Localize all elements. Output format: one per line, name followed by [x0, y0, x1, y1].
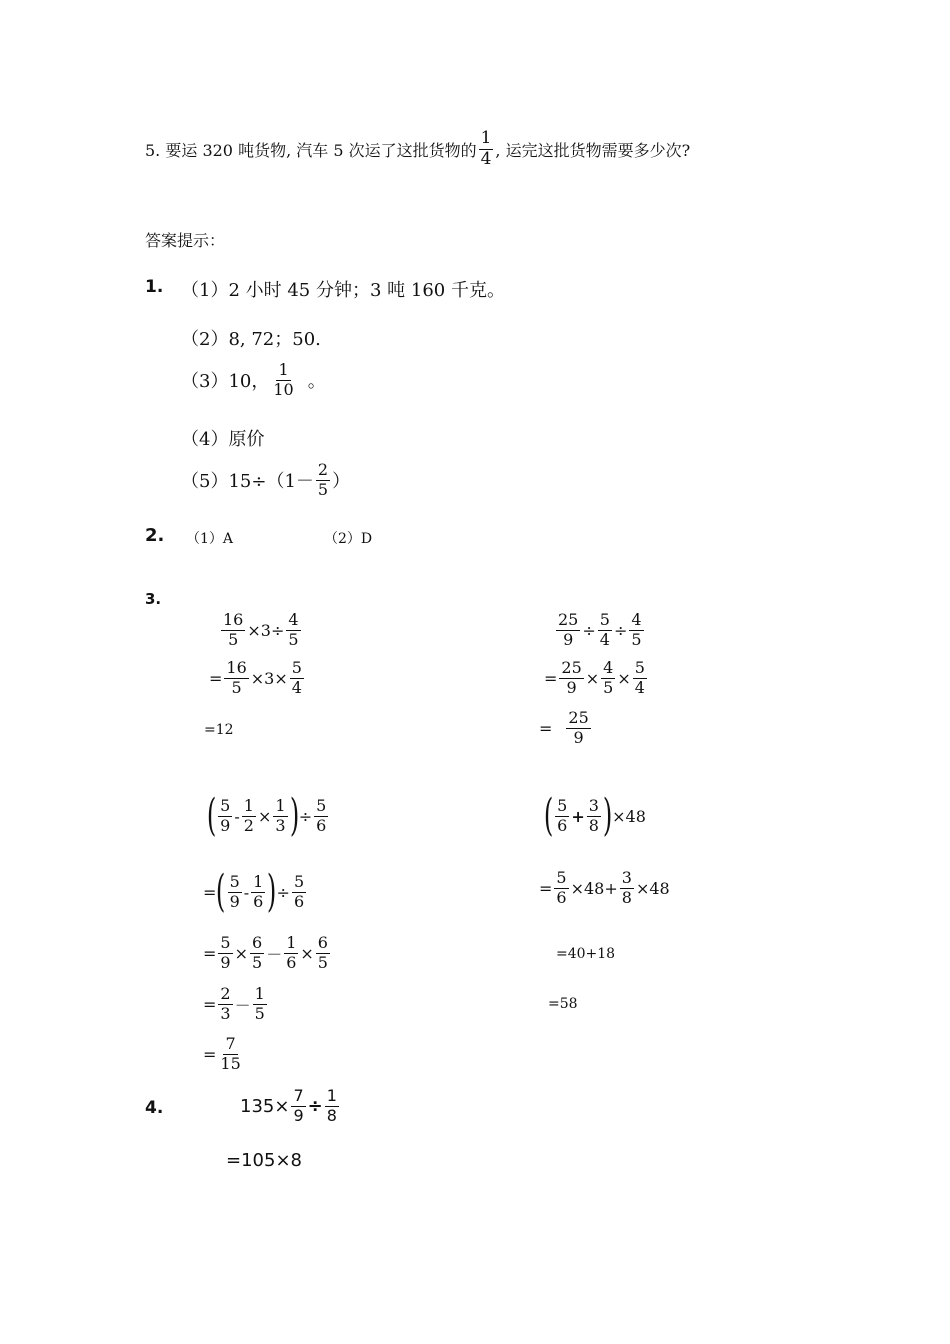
fraction: $\frac{1}{8}$	[326, 1086, 337, 1125]
fraction: $\frac{16}{5}$	[223, 610, 244, 649]
answer-1-2: （2）8, 72；50.	[181, 329, 321, 350]
section-1-number: 1.	[145, 277, 164, 297]
fraction: $\frac{5}{6}$	[316, 795, 327, 835]
fraction: $\frac{5}{9}$	[220, 795, 231, 835]
fraction: $\frac{2}{5}$	[317, 460, 329, 499]
section-2-number: 2.	[145, 525, 165, 546]
fraction: $\frac{5}{9}$	[229, 871, 240, 911]
calc-3-line-2: = ( $\frac{5}{9}$ - $\frac{1}{6}$ ) ÷ $\frac{5}{6}$	[203, 866, 305, 917]
fraction: $\frac{1}{2}$	[243, 795, 254, 835]
fraction: $\frac{5}{6}$	[557, 795, 568, 835]
calc-1-line-3: =12	[204, 722, 234, 738]
fraction: $\frac{1}{3}$	[275, 795, 286, 835]
answer-1-3: （3）10， $\frac{1}{10}$ 。	[181, 360, 326, 399]
fraction: $\frac{3}{8}$	[621, 868, 632, 907]
calc-1-line-1: $\frac{16}{5}$ ×3÷ $\frac{4}{5}$	[223, 610, 299, 649]
fraction: $\frac{1}{10}$	[273, 360, 294, 399]
fraction: $\frac{4}{5}$	[631, 610, 642, 649]
calc-2-line-1: $\frac{25}{9}$ ÷ $\frac{5}{4}$ ÷ $\frac{4}{5}$	[558, 610, 642, 649]
fraction: $\frac{1}{6}$	[253, 871, 264, 911]
problem-5	[145, 130, 690, 169]
problem-5-text-after: , 运完这批货物需要多少次?	[495, 140, 691, 160]
calc-3-line-5: = $\frac{7}{15}$	[203, 1034, 241, 1073]
left-paren: (	[216, 866, 226, 917]
fraction: $\frac{7}{9}$	[293, 1086, 304, 1125]
fraction: $\frac{5}{6}$	[556, 868, 567, 907]
left-paren: (	[543, 790, 554, 841]
section-4-number: 4.	[145, 1098, 164, 1118]
calc-4-line-1: ( $\frac{5}{6}$ + $\frac{3}{8}$ ) ×48	[543, 790, 646, 841]
calc-3-line-1: ( $\frac{5}{9}$ - $\frac{1}{2}$ × $\frac{1}{3}$ ) ÷ $\frac{5}{6}$	[206, 790, 327, 841]
calc-4-line-3: =40+18	[556, 946, 616, 962]
calc-4-line-2: = $\frac{5}{6}$ ×48+ $\frac{3}{8}$ ×48	[539, 868, 670, 907]
fraction: $\frac{4}{5}$	[288, 610, 299, 649]
fraction: $\frac{25}{9}$	[568, 708, 589, 747]
calc-3-line-3: = $\frac{5}{9}$ × $\frac{6}{5}$ － $\frac{1}{6}$ × $\frac{6}{5}$	[203, 933, 328, 972]
fraction: $\frac{5}{4}$	[291, 658, 302, 697]
fraction: $\frac{25}{9}$	[558, 610, 579, 649]
fraction: $\frac{25}{9}$	[561, 658, 582, 697]
calc-2-line-3: = $\frac{25}{9}$	[539, 708, 589, 747]
fraction: $\frac{5}{6}$	[293, 871, 305, 911]
answer-2-1: （1）A	[186, 531, 234, 547]
fraction: $\frac{6}{5}$	[252, 933, 263, 972]
calc-1-line-2: = $\frac{16}{5}$ ×3× $\frac{5}{4}$	[209, 658, 302, 697]
answer-1-1: （1）2 小时 45 分钟；3 吨 160 千克。	[181, 280, 505, 301]
answer-1-5: （5）15÷（1－ $\frac{2}{5}$ ）	[181, 460, 351, 499]
calc-5-line-2: =105×8	[226, 1150, 302, 1171]
fraction: $\frac{1}{6}$	[286, 933, 297, 972]
fraction: $\frac{2}{3}$	[220, 984, 231, 1023]
answer-title: 答案提示：	[145, 231, 226, 250]
right-paren: )	[289, 790, 299, 841]
fraction: $\frac{1}{4}$	[480, 128, 492, 169]
fraction: $\frac{5}{4}$	[634, 658, 645, 697]
problem-5-text-before: 5. 要运 320 吨货物, 汽车 5 次运了这批货物的	[145, 140, 477, 160]
fraction: $\frac{6}{5}$	[317, 933, 328, 972]
calc-5-line-1: 135× $\frac{7}{9}$ ÷ $\frac{1}{8}$	[240, 1086, 337, 1125]
answer-1-4: （4）原价	[181, 429, 265, 450]
calc-3-line-4: = $\frac{2}{3}$ － $\frac{1}{5}$	[203, 984, 265, 1023]
fraction: $\frac{7}{15}$	[220, 1034, 241, 1073]
left-paren: (	[206, 790, 217, 841]
section-3-number: 3.	[145, 590, 162, 608]
fraction: $\frac{4}{5}$	[603, 658, 614, 697]
fraction: $\frac{1}{5}$	[254, 984, 265, 1023]
calc-4-line-4: =58	[548, 996, 578, 1012]
right-paren: )	[602, 790, 613, 841]
fraction: $\frac{5}{4}$	[599, 610, 610, 649]
right-paren: )	[267, 866, 277, 917]
calc-2-line-2: = $\frac{25}{9}$ × $\frac{4}{5}$ × $\frac{5}{4}$	[544, 658, 645, 697]
answer-2-2: （2）D	[324, 531, 373, 547]
fraction: $\frac{5}{9}$	[220, 933, 231, 972]
fraction: $\frac{3}{8}$	[588, 795, 599, 835]
fraction: $\frac{16}{5}$	[226, 658, 247, 697]
